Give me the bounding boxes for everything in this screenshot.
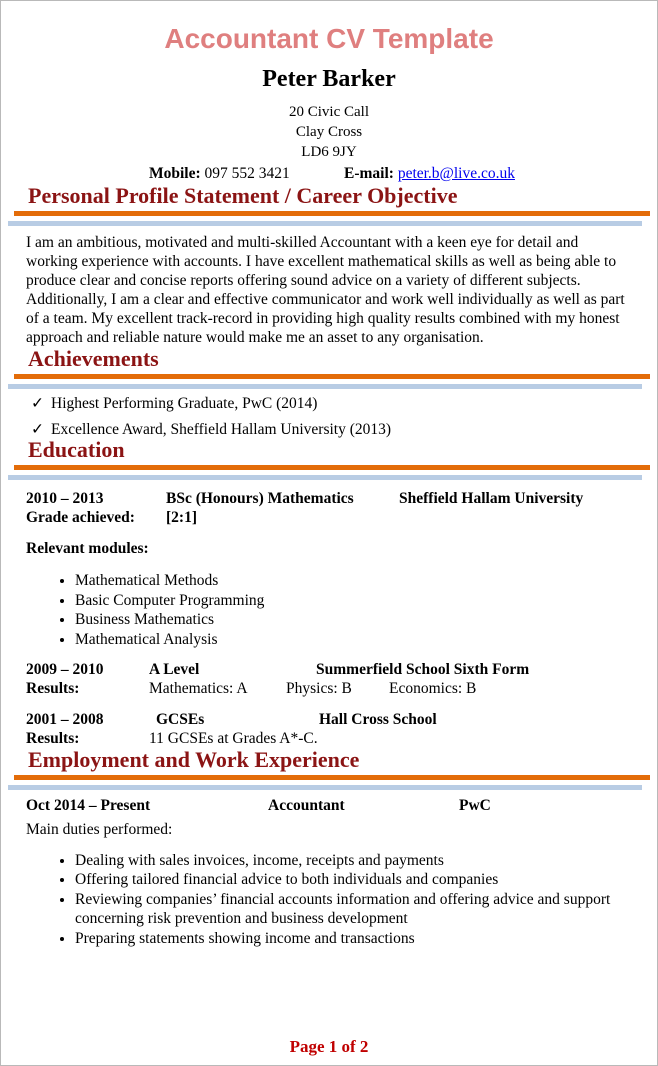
email-entry [344,165,515,183]
section-heading-employment: Employment and Work Experience [28,746,360,772]
result-value: Mathematics: A [149,679,248,697]
mobile-value: 097 552 3421 [200,165,290,182]
employment-row [1,796,657,815]
education-qualification: A Level [149,660,200,678]
contact-row [1,165,657,184]
education-grade-row [1,508,657,527]
duty-item: • Reviewing companies’ financial accounts information and offering advice and support concerning risk prevention and business development [75,890,632,929]
section-heading-achievements: Achievements [28,346,159,371]
achievement-item [31,395,632,412]
result-value: Physics: B [286,679,352,697]
education-institution: Sheffield Hallam University [399,490,584,507]
achievement-text: Highest Performing Graduate, PwC (2014) [51,395,318,412]
blue-divider [8,384,642,389]
education-institution: Hall Cross School [319,710,437,728]
module-item: • Business Mathematics [75,610,632,630]
duty-item: • Dealing with sales invoices, income, receipts and payments [75,851,632,871]
check-icon: ✓ [31,421,44,438]
employment-company: PwC [459,796,491,814]
result-value: 11 GCSEs at Grades A*-C. [149,729,318,747]
education-results-row [1,729,657,748]
module-item: • Basic Computer Programming [75,591,632,611]
profile-paragraph: I am an ambitious, motivated and multi-skilled Accountant with a keen eye for detail and working experience with accounts. I have excellent mathematical skills as well as being able to produce clear and concise reports offering sound advice on a variety of different subjects. Additionally, I am a clear and effective communicator and work well individually as well as part of a team. My excellent track-record in providing high quality results combined with my honest approach and reliable nature would make me an asset to any organisation. [26,234,625,346]
employment-role: Accountant [268,796,345,814]
education-row [1,710,657,729]
relevant-modules-label: Relevant modules: [26,540,149,557]
check-icon: ✓ [31,395,44,412]
education-qualification: BSc (Honours) Mathematics [166,490,354,507]
education-dates: 2010 – 2013 [26,490,104,507]
address-block [1,102,657,162]
grade-label: Grade achieved: [26,509,135,526]
grade-value: [2:1] [166,509,197,526]
achievement-text: Excellence Award, Sheffield Hallam University (2013) [51,421,392,438]
orange-divider [14,211,650,216]
education-dates: 2001 – 2008 [26,710,104,728]
email-link[interactable]: peter.b@live.co.uk [397,165,515,182]
education-row [1,489,657,508]
section-heading-profile: Personal Profile Statement / Career Objective [28,183,458,208]
result-value: Economics: B [389,679,477,697]
duty-item: • Preparing statements showing income and transactions [75,929,632,949]
blue-divider [8,221,642,226]
cv-template-title: Accountant CV Template [164,23,494,54]
education-qualification: GCSEs [156,710,205,728]
address-line-3: LD6 9JY [301,144,357,160]
duties-list [1,851,632,949]
page-number: Page 1 of 2 [289,1037,369,1056]
modules-list [1,571,632,650]
orange-divider [14,465,650,470]
employment-dates: Oct 2014 – Present [26,796,151,814]
results-label: Results: [26,679,80,697]
orange-divider [14,374,650,379]
achievement-item [31,421,632,438]
module-item: • Mathematical Analysis [75,630,632,650]
education-results-row [1,679,657,698]
duty-item: • Offering tailored financial advice to both individuals and companies [75,870,632,890]
section-heading-education: Education [28,437,125,462]
module-item: • Mathematical Methods [75,571,632,591]
mobile-label: Mobile: [149,165,201,182]
blue-divider [8,785,642,790]
education-row [1,660,657,679]
candidate-name: Peter Barker [262,66,396,92]
education-institution: Summerfield School Sixth Form [316,660,530,678]
results-label: Results: [26,729,80,747]
orange-divider [14,775,650,780]
duties-label: Main duties performed: [26,820,173,838]
mobile-number [149,165,290,183]
address-line-2: Clay Cross [295,124,363,140]
education-dates: 2009 – 2010 [26,660,104,678]
email-label: E-mail: [344,165,394,182]
blue-divider [8,475,642,480]
address-line-1: 20 Civic Call [289,104,369,120]
